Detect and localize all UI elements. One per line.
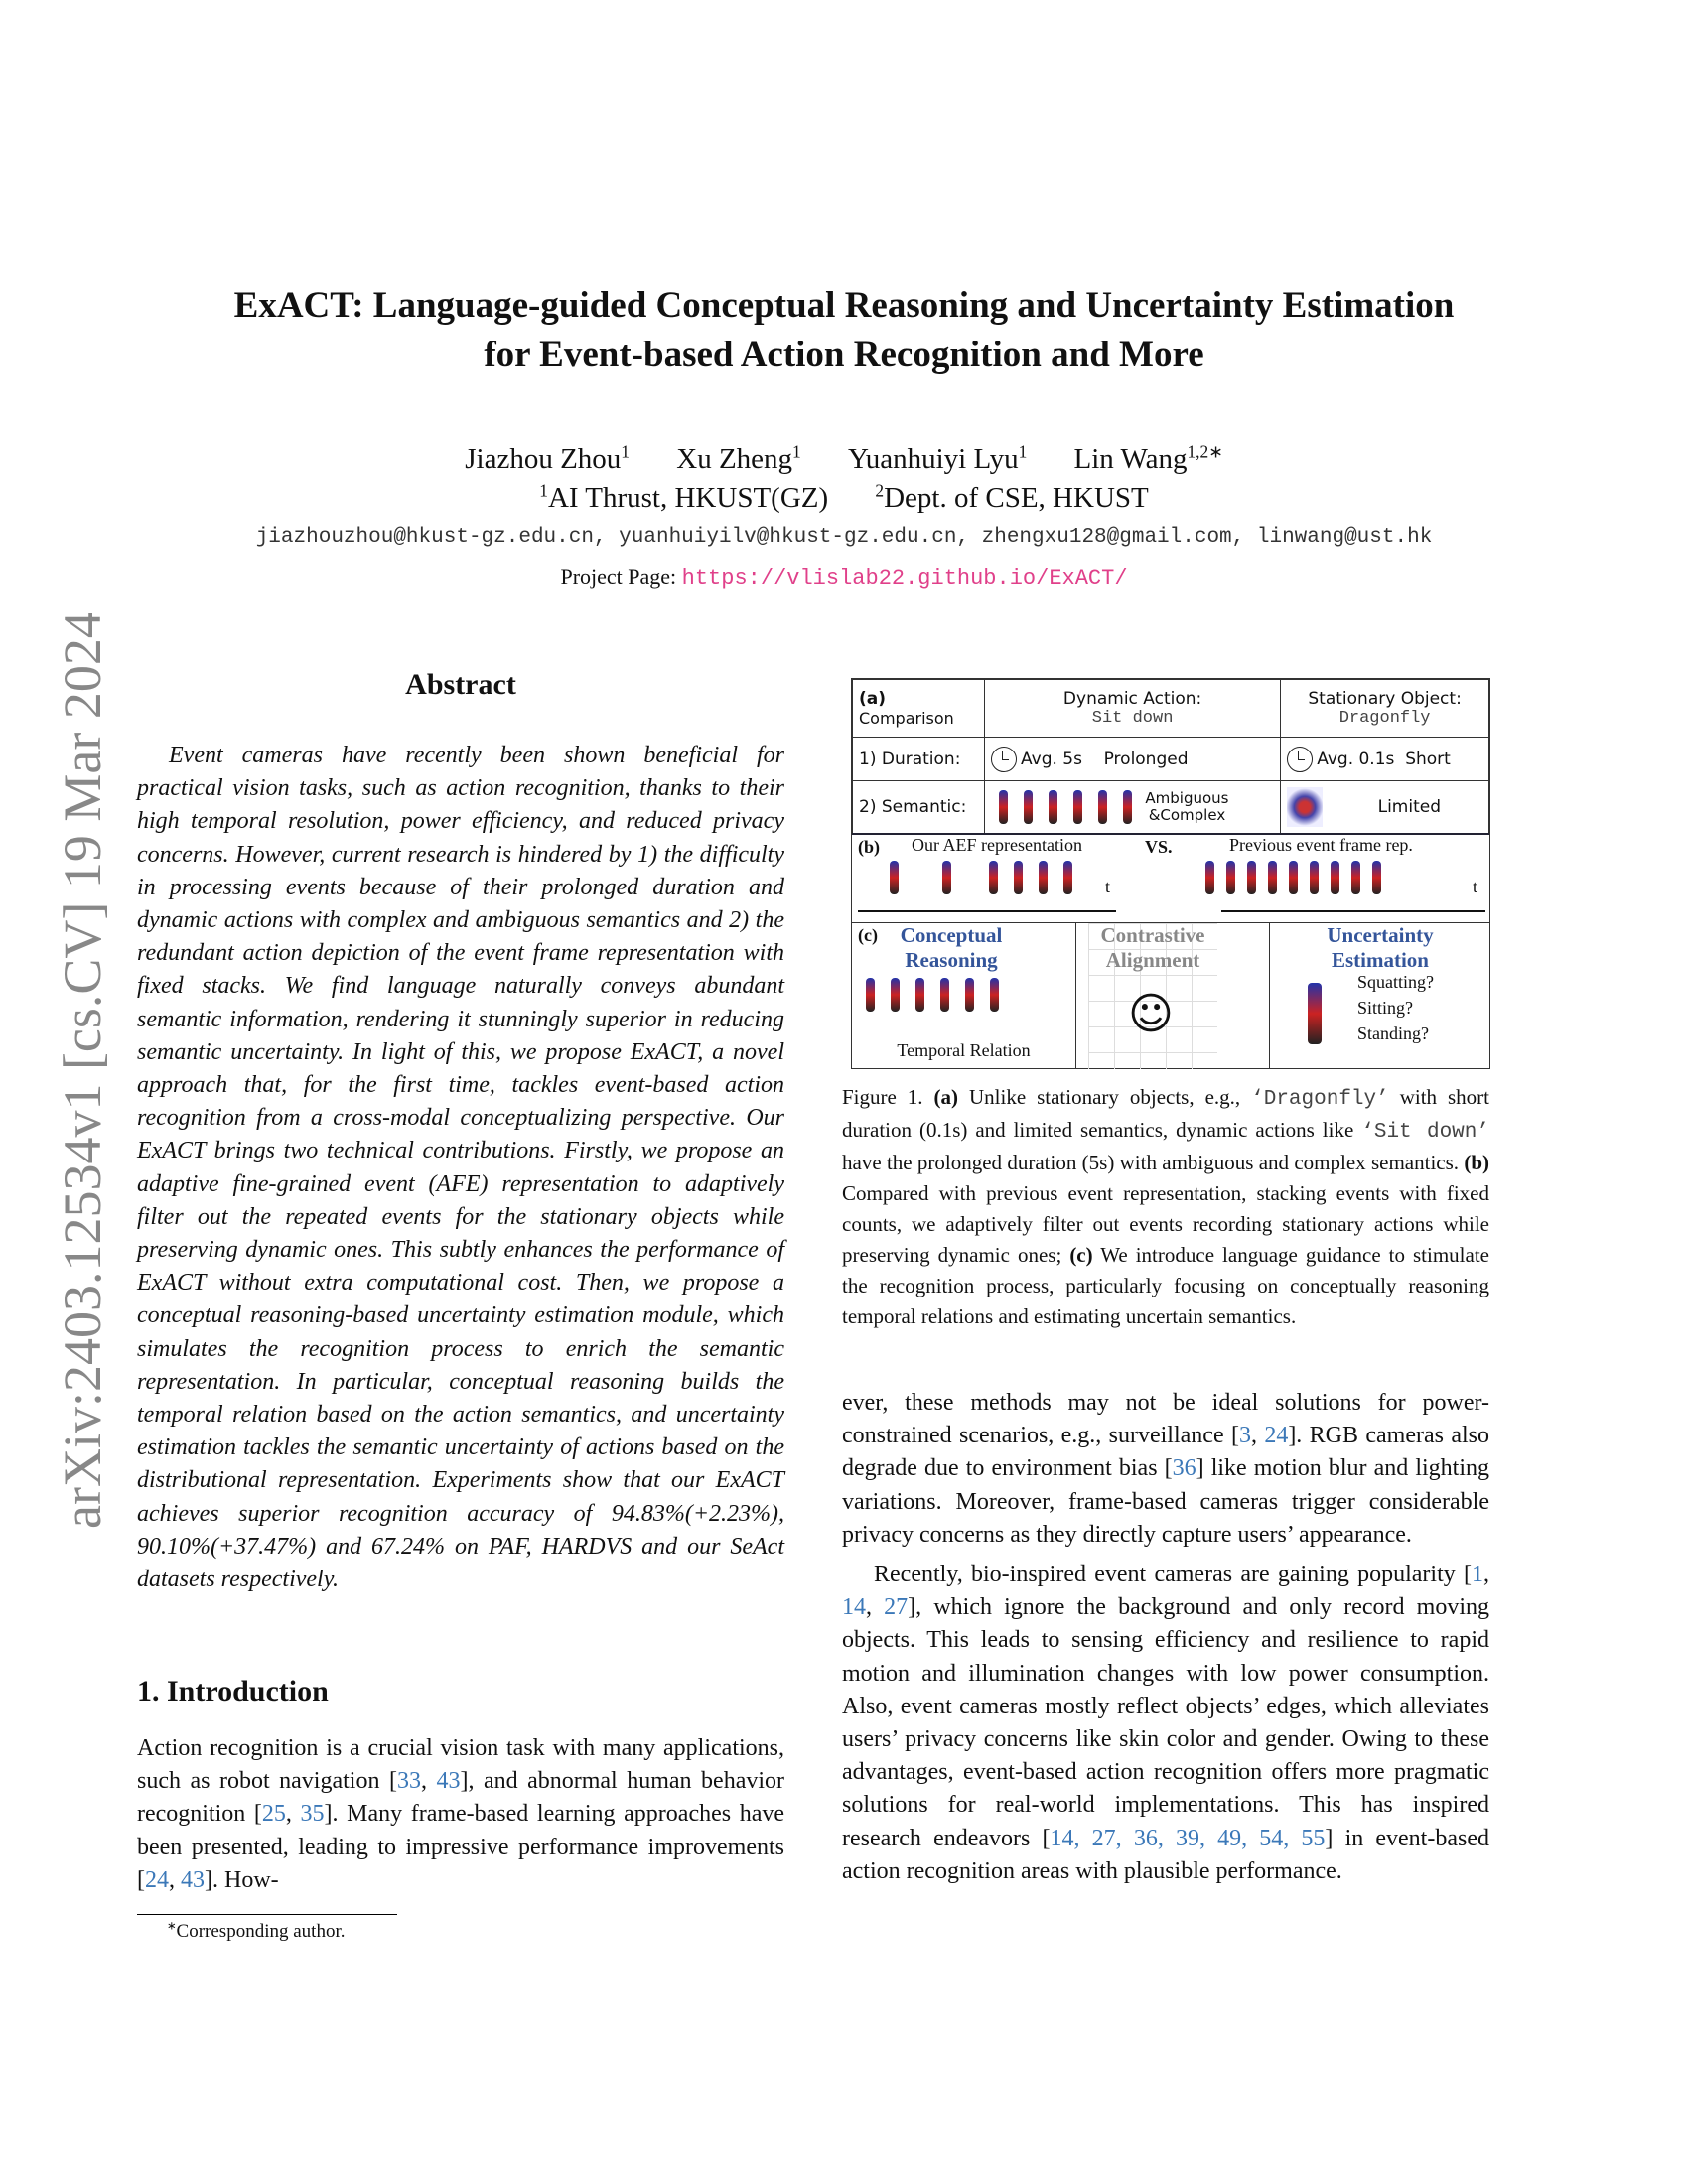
footnote: ∗Corresponding author. (167, 1920, 346, 1942)
paragraph: ever, these methods may not be ideal solutions for power-constrained scenarios, e.g., surveillance [3, 24]. RGB cameras also degrade due to environment bias [36] like motion blur and lighting variations. Moreover, frame-based cameras trigger considerable privacy concerns as they directly capture users’ appearance. (842, 1390, 1489, 1548)
paper-title (0, 281, 1688, 380)
citation-link[interactable]: 1 (1472, 1562, 1483, 1588)
abstract-heading: Abstract (405, 668, 516, 701)
uncertainty-options: Squatting? Sitting? Standing? (1357, 972, 1434, 1043)
time-axis-arrow (858, 910, 1116, 912)
footnote-divider (137, 1914, 397, 1915)
conceptual-reasoning-box: Conceptual Reasoning Temporal Relation (852, 923, 1076, 1069)
figure-panel-c: (c) Conceptual Reasoning Temporal Relation Contrastive Alignment ☺ Uncertainty Estimation Squatting? Sitting? Standing? (852, 922, 1489, 1069)
figure-panel-b: (b) Our AEF representation VS. Previous event frame rep. t t (852, 833, 1489, 924)
contrastive-alignment-grid: Contrastive Alignment ☺ (1088, 923, 1217, 1069)
title-line-1: ExACT: Language-guided Conceptual Reasoning and Uncertainty Estimation (233, 285, 1455, 326)
citation-link[interactable]: 36 (1172, 1455, 1196, 1482)
author: Lin Wang$^{1,2∗}$ (1073, 441, 1223, 475)
citation-link[interactable]: 14 (842, 1594, 866, 1621)
comparison-header: (a) Comparison (853, 680, 985, 738)
citation-link[interactable]: 25 (261, 1801, 286, 1828)
semantic-label: 2) Semantic: (853, 781, 985, 834)
author: Jiazhou Zhou$^1$ (465, 441, 630, 475)
citation-link[interactable]: 43 (181, 1866, 205, 1893)
affiliation: $^1$AI Thrust, HKUST(GZ) (539, 480, 829, 514)
aef-event-frames (882, 861, 1080, 894)
project-label: Project Page: (560, 564, 677, 589)
citation-link[interactable]: 24 (145, 1866, 169, 1893)
figure-1 (851, 678, 1490, 1069)
clock-icon (991, 747, 1017, 772)
citation-link[interactable]: 14, 27, 36, 39, 49, 54, 55 (1050, 1825, 1326, 1851)
citation-link[interactable]: 27 (884, 1594, 909, 1621)
stationary-duration: Avg. 0.1s Short (1281, 738, 1489, 781)
author-list (0, 439, 1688, 478)
abstract-text: Event cameras have recently been shown beneficial for practical vision tasks, such as action recognition, thanks to their high temporal resolution, power efficiency, and reduced privacy concerns. However, current research is hindered by 1) the difficulty in processing events because of their prolonged duration and dynamic actions with complex and ambiguous semantics and 2) the redundant action depiction of the event frame representation with fixed stacks. We find language naturally conveys abundant semantic information, rendering it stunningly superior in reducing semantic uncertainty. In light of this, we propose ExACT, a novel approach that, for the first time, tackles event-based action recognition from a cross-modal conceptualizing perspective. Our ExACT brings two technical contributions. Firstly, we propose an adaptive fine-grained event (AFE) representation to adaptively filter out the repeated events for the stationary objects while preserving dynamic ones. This subtly enhances the performance of ExACT without extra computational cost. Then, we propose a conceptual reasoning-based uncertainty estimation module, which simulates the recognition process to enrich the semantic representation. In particular, conceptual reasoning builds the temporal relation based on the action semantics, and uncertainty estimation tackles the semantic uncertainty of actions based on the distributional representation. Experiments show that our ExACT achieves superior recognition accuracy of 94.83%(+2.23%), 90.10%(+37.47%) and 67.24% on PAF, HARDVS and our SeAct datasets respectively. (137, 743, 784, 1593)
introduction-paragraph: Action recognition is a crucial vision task with many applications, such as robot navigation [33, 43], and abnormal human behavior recognition [25, 35]. Many frame-based learning approaches have been presented, leading to impressive performance improvements [24, 43]. How- (137, 1735, 785, 1893)
introduction-heading: 1. Introduction (137, 1675, 329, 1707)
author-block (0, 439, 1688, 518)
time-axis-arrow (1221, 910, 1485, 912)
citation-link[interactable]: 33 (396, 1768, 421, 1795)
project-page (0, 564, 1688, 591)
temporal-sequence-image (858, 978, 1007, 1012)
author-emails: jiazhouzhou@hkust-gz.edu.cn, yuanhuiyilv@hkust-gz.edu.cn, zhengxu128@gmail.com, linwang@ust.hk (255, 526, 1433, 549)
citation-link[interactable]: 35 (300, 1801, 325, 1828)
dynamic-duration: Avg. 5s Prolonged (985, 738, 1281, 781)
figure-panel-a (852, 679, 1489, 833)
paragraph: Recently, bio-inspired event cameras are gaining popularity [1, 14, 27], which ignore the background and only record moving objects. This leads to sensing efficiency and resilience to rapid motion and illumination changes with low power consumption. Also, event cameras mostly reflect objects’ edges, which alleviates users’ privacy concerns like skin color and gender. Owing to these advantages, event-based action recognition offers more pragmatic solutions for real-world implementations. This has inspired research endeavors [14, 27, 36, 39, 49, 54, 55] in event-based action recognition areas with plausible performance. (842, 1562, 1489, 1884)
dynamic-action-header: Dynamic Action: Sit down (985, 680, 1281, 738)
dynamic-semantic: Ambiguous &Complex (985, 781, 1281, 834)
author: Xu Zheng$^1$ (676, 441, 801, 475)
citation-link[interactable]: 3 (1238, 1423, 1251, 1449)
event-sequence-image (991, 797, 1140, 817)
duration-label: 1) Duration: (853, 738, 985, 781)
introduction-continued (842, 1387, 1489, 1888)
author: Yuanhuiyi Lyu$^1$ (847, 441, 1028, 475)
brain-head-icon: ☺ (1128, 989, 1174, 1039)
previous-event-frames (1199, 861, 1387, 894)
affiliation: $^2$Dept. of CSE, HKUST (875, 480, 1149, 514)
citation-link[interactable]: 43 (436, 1768, 461, 1795)
title-line-2: for Event-based Action Recognition and More (484, 335, 1204, 375)
uncertainty-estimation-box: Uncertainty Estimation Squatting? Sitting? Standing? (1269, 923, 1490, 1069)
citation-link[interactable]: 24 (1264, 1423, 1289, 1449)
figure-1-caption: Figure 1. (a) Unlike stationary objects, e.g., ‘Dragonfly’ with short duration (0.1s) and limited semantics, dynamic actions like ‘Sit down’ have the prolonged duration (5s) with ambiguous and complex semantics. (b) Compared with previous event representation, stacking events with fixed counts, we adaptively filter out events recording stationary actions while preserving dynamic ones; (c) We introduce language guidance to stimulate the recognition process, particularly focusing on conceptually reasoning temporal relations and estimating uncertain semantics. (842, 1085, 1489, 1328)
arxiv-banner: arXiv:2403.12534v1 [cs.CV] 19 Mar 2024 (53, 612, 112, 1529)
affiliations (0, 478, 1688, 518)
project-url-link[interactable]: https://vlislab22.github.io/ExACT/ (681, 566, 1128, 591)
stationary-object-header: Stationary Object: Dragonfly (1281, 680, 1489, 738)
clock-icon (1287, 747, 1313, 772)
dragonfly-event-image (1287, 787, 1323, 827)
stationary-semantic: Limited (1281, 781, 1489, 834)
